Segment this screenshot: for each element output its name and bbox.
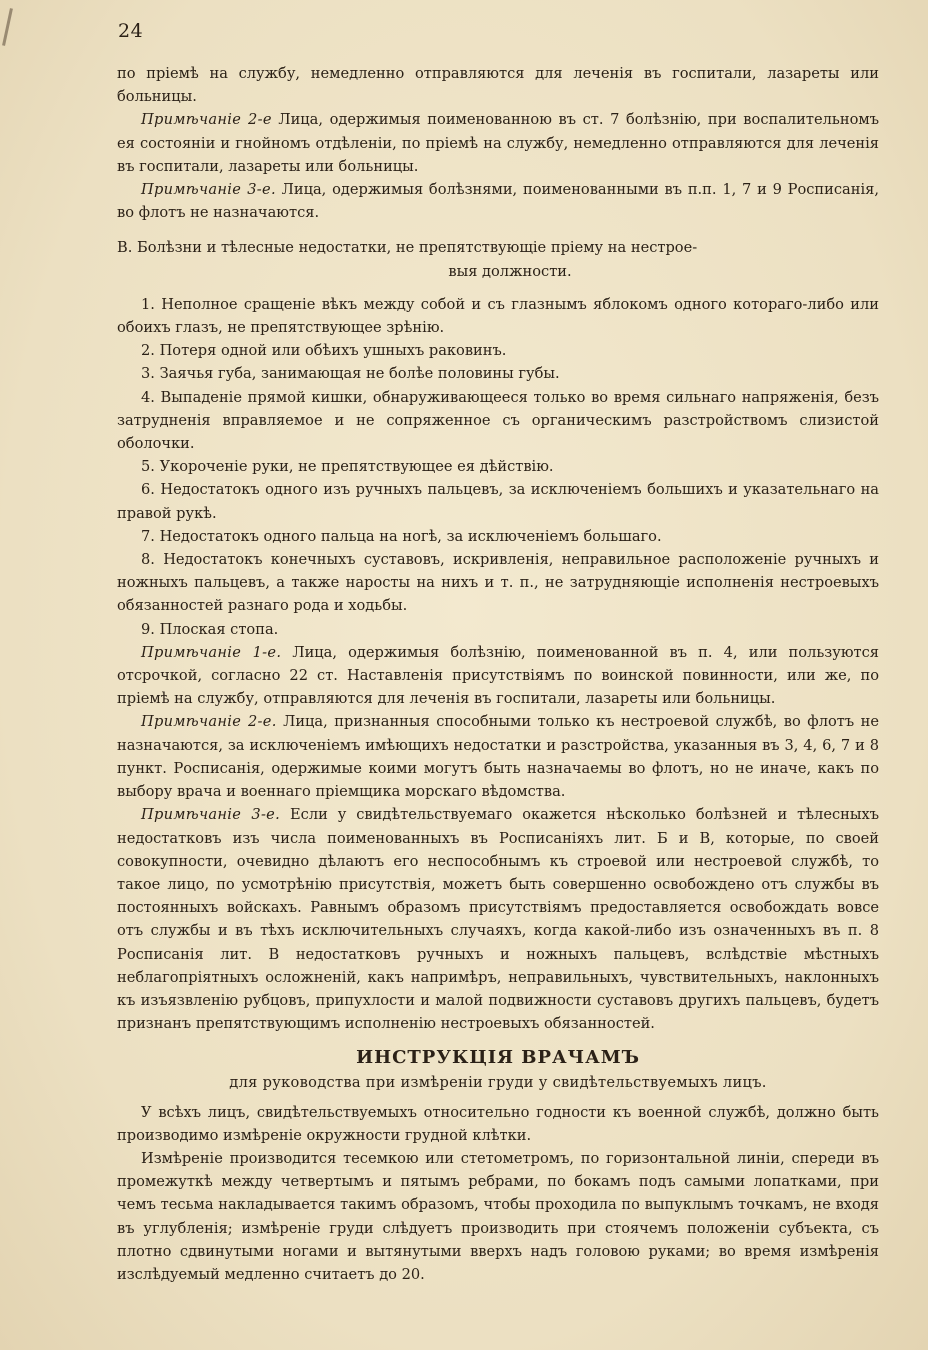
note-text: Лица, одержимыя болѣзнями, поименованными въ п.п. 1, 7 и 9 Росписанія, во флотъ не назначаются.: [117, 181, 879, 222]
section-b-note-2: [117, 710, 879, 803]
paragraph-continuation: по пріемѣ на службу, немедленно отправляются для леченія въ госпитали, лазареты или больницы.: [117, 65, 879, 106]
section-b-note-3: [117, 803, 879, 1035]
section-b-heading: [117, 236, 879, 282]
note-label: Примѣчаніе 1-е.: [141, 643, 282, 661]
instruction-title: ИНСТРУКЦІЯ ВРАЧАМЪ: [356, 1047, 640, 1069]
list-item-5: 5. Укороченіе руки, не препятствующее ея дѣйствію.: [141, 458, 554, 476]
note-label: Примѣчаніе 2-е: [141, 111, 272, 129]
instruction-paragraph-2: Измѣреніе производится тесемкою или стетометромъ, по горизонтальной линіи, спереди въ промежуткѣ между четвертымъ и пятымъ ребрами, по бокамъ подъ самыми лопатками, при чемъ тесьма накладывается такимъ образомъ, чтобы проходила по выпуклымъ точкамъ, не входя въ углубленія; измѣреніе груди слѣдуетъ производить при стоячемъ положеніи субъекта, съ плотно сдвинутыми ногами и вытянутыми вверхъ надъ головою руками; во время измѣренія изслѣдуемый медленно считаетъ до 20.: [117, 1149, 879, 1283]
page-number: 24: [118, 20, 144, 42]
section-b-heading-line2: выя должности.: [448, 262, 572, 280]
list-item-3: 3. Заячья губа, занимающая не болѣе половины губы.: [141, 365, 560, 383]
list-item-8: 8. Недостатокъ конечныхъ суставовъ, искривленія, неправильное расположеніе ручныхъ и ножныхъ пальцевъ, а также наросты на нихъ и т. п., не затрудняющіе исполненія нестроевыхъ обязанностей разнаго рода и ходьбы.: [117, 551, 879, 615]
list-item-1: 1. Неполное сращеніе вѣкъ между собой и съ глазнымъ яблокомъ одного котораго-либо или обоихъ глазъ, не препятствующее зрѣнію.: [117, 295, 879, 337]
note-text: Лица, одержимыя поименованною въ ст. 7 болѣзнію, при воспалительномъ ея состояніи и гнойномъ отдѣленіи, по пріемѣ на службу, немедленно отправляются для леченія въ госпитали, лазареты или больницы.: [117, 111, 879, 175]
list-item-2: 2. Потеря одной или обѣихъ ушныхъ раковинъ.: [141, 342, 507, 360]
section-b-note-1: [117, 641, 879, 711]
list-item-7: 7. Недостатокъ одного пальца на ногѣ, за исключеніемъ большаго.: [141, 527, 662, 545]
note-label: Примѣчаніе 2-е.: [141, 713, 277, 731]
instruction-subtitle: для руководства при измѣреніи груди у свидѣтельствуемыхъ лицъ.: [229, 1074, 767, 1092]
note-2-paragraph: [117, 108, 879, 178]
note-text: Лица, одержимыя болѣзнію, поименованной въ п. 4, или пользуются отсрочкой, согласно 22 ст. Наставленія присутствіямъ по воинской повинности, или же, по пріемѣ на службу, отправляются для леченія въ госпитали, лазареты или больницы.: [117, 643, 879, 708]
section-b-heading-line1: В. Болѣзни и тѣлесные недостатки, не препятствующіе пріему на нестрое-: [117, 239, 698, 257]
note-text: Лица, признанныя способными только къ нестроевой службѣ, во флотъ не назначаются, за исключеніемъ имѣющихъ недостатки и разстройства, указанныя въ 3, 4, 6, 7 и 8 пункт. Росписанія, одержимые коими могутъ быть назначаемы во флотъ, но не иначе, какъ по выбору врача и военнаго пріемщика морскаго вѣдомства.: [117, 713, 879, 801]
instruction-paragraph-1: У всѣхъ лицъ, свидѣтельствуемыхъ относительно годности къ военной службѣ, должно быть производимо измѣреніе окружности грудной клѣтки.: [117, 1103, 879, 1144]
list-item-4: 4. Выпаденіе прямой кишки, обнаруживающееся только во время сильнаго напряженія, безъ затрудненія вправляемое и не сопряженное съ органическимъ разстройствомъ слизистой оболочки.: [117, 388, 879, 453]
note-text: Если у свидѣтельствуемаго окажется нѣсколько болѣзней и тѣлесныхъ недостатковъ изъ числа поименованныхъ въ Росписаніяхъ лит. Б и В, которые, по своей совокупности, очевидно дѣлаютъ его неспособнымъ къ строевой или нестроевой службѣ, то такое лицо, по усмотрѣнію присутствія, можетъ быть совершенно освобождено отъ службы въ постоянныхъ войскахъ. Равнымъ образомъ присутствіямъ предоставляется освобождать вовсе отъ службы и въ тѣхъ исключительныхъ случаяхъ, когда какой-либо изъ означенныхъ въ п. 8 Росписанія лит. В недостатковъ ручныхъ и ножныхъ пальцевъ, вслѣдствіе мѣстныхъ неблагопріятныхъ осложненій, какъ напримѣръ, неправильныхъ, чувствительныхъ, наклонныхъ къ изъязвленію рубцовъ, припухлости и малой подвижности суставовъ другихъ пальцевъ, будетъ признанъ препятствующимъ исполненію нестроевыхъ обязанностей.: [117, 806, 879, 1033]
note-label: Примѣчаніе 3-е.: [141, 181, 276, 199]
list-item-6: 6. Недостатокъ одного изъ ручныхъ пальцевъ, за исключеніемъ большихъ и указательнаго на правой рукѣ.: [117, 481, 879, 522]
list-item-9: 9. Плоская стопа.: [141, 620, 279, 638]
page-edge-mark: [2, 8, 13, 46]
page-body: [117, 62, 879, 1286]
note-label: Примѣчаніе 3-е.: [141, 806, 281, 824]
note-3-paragraph: [117, 178, 879, 224]
